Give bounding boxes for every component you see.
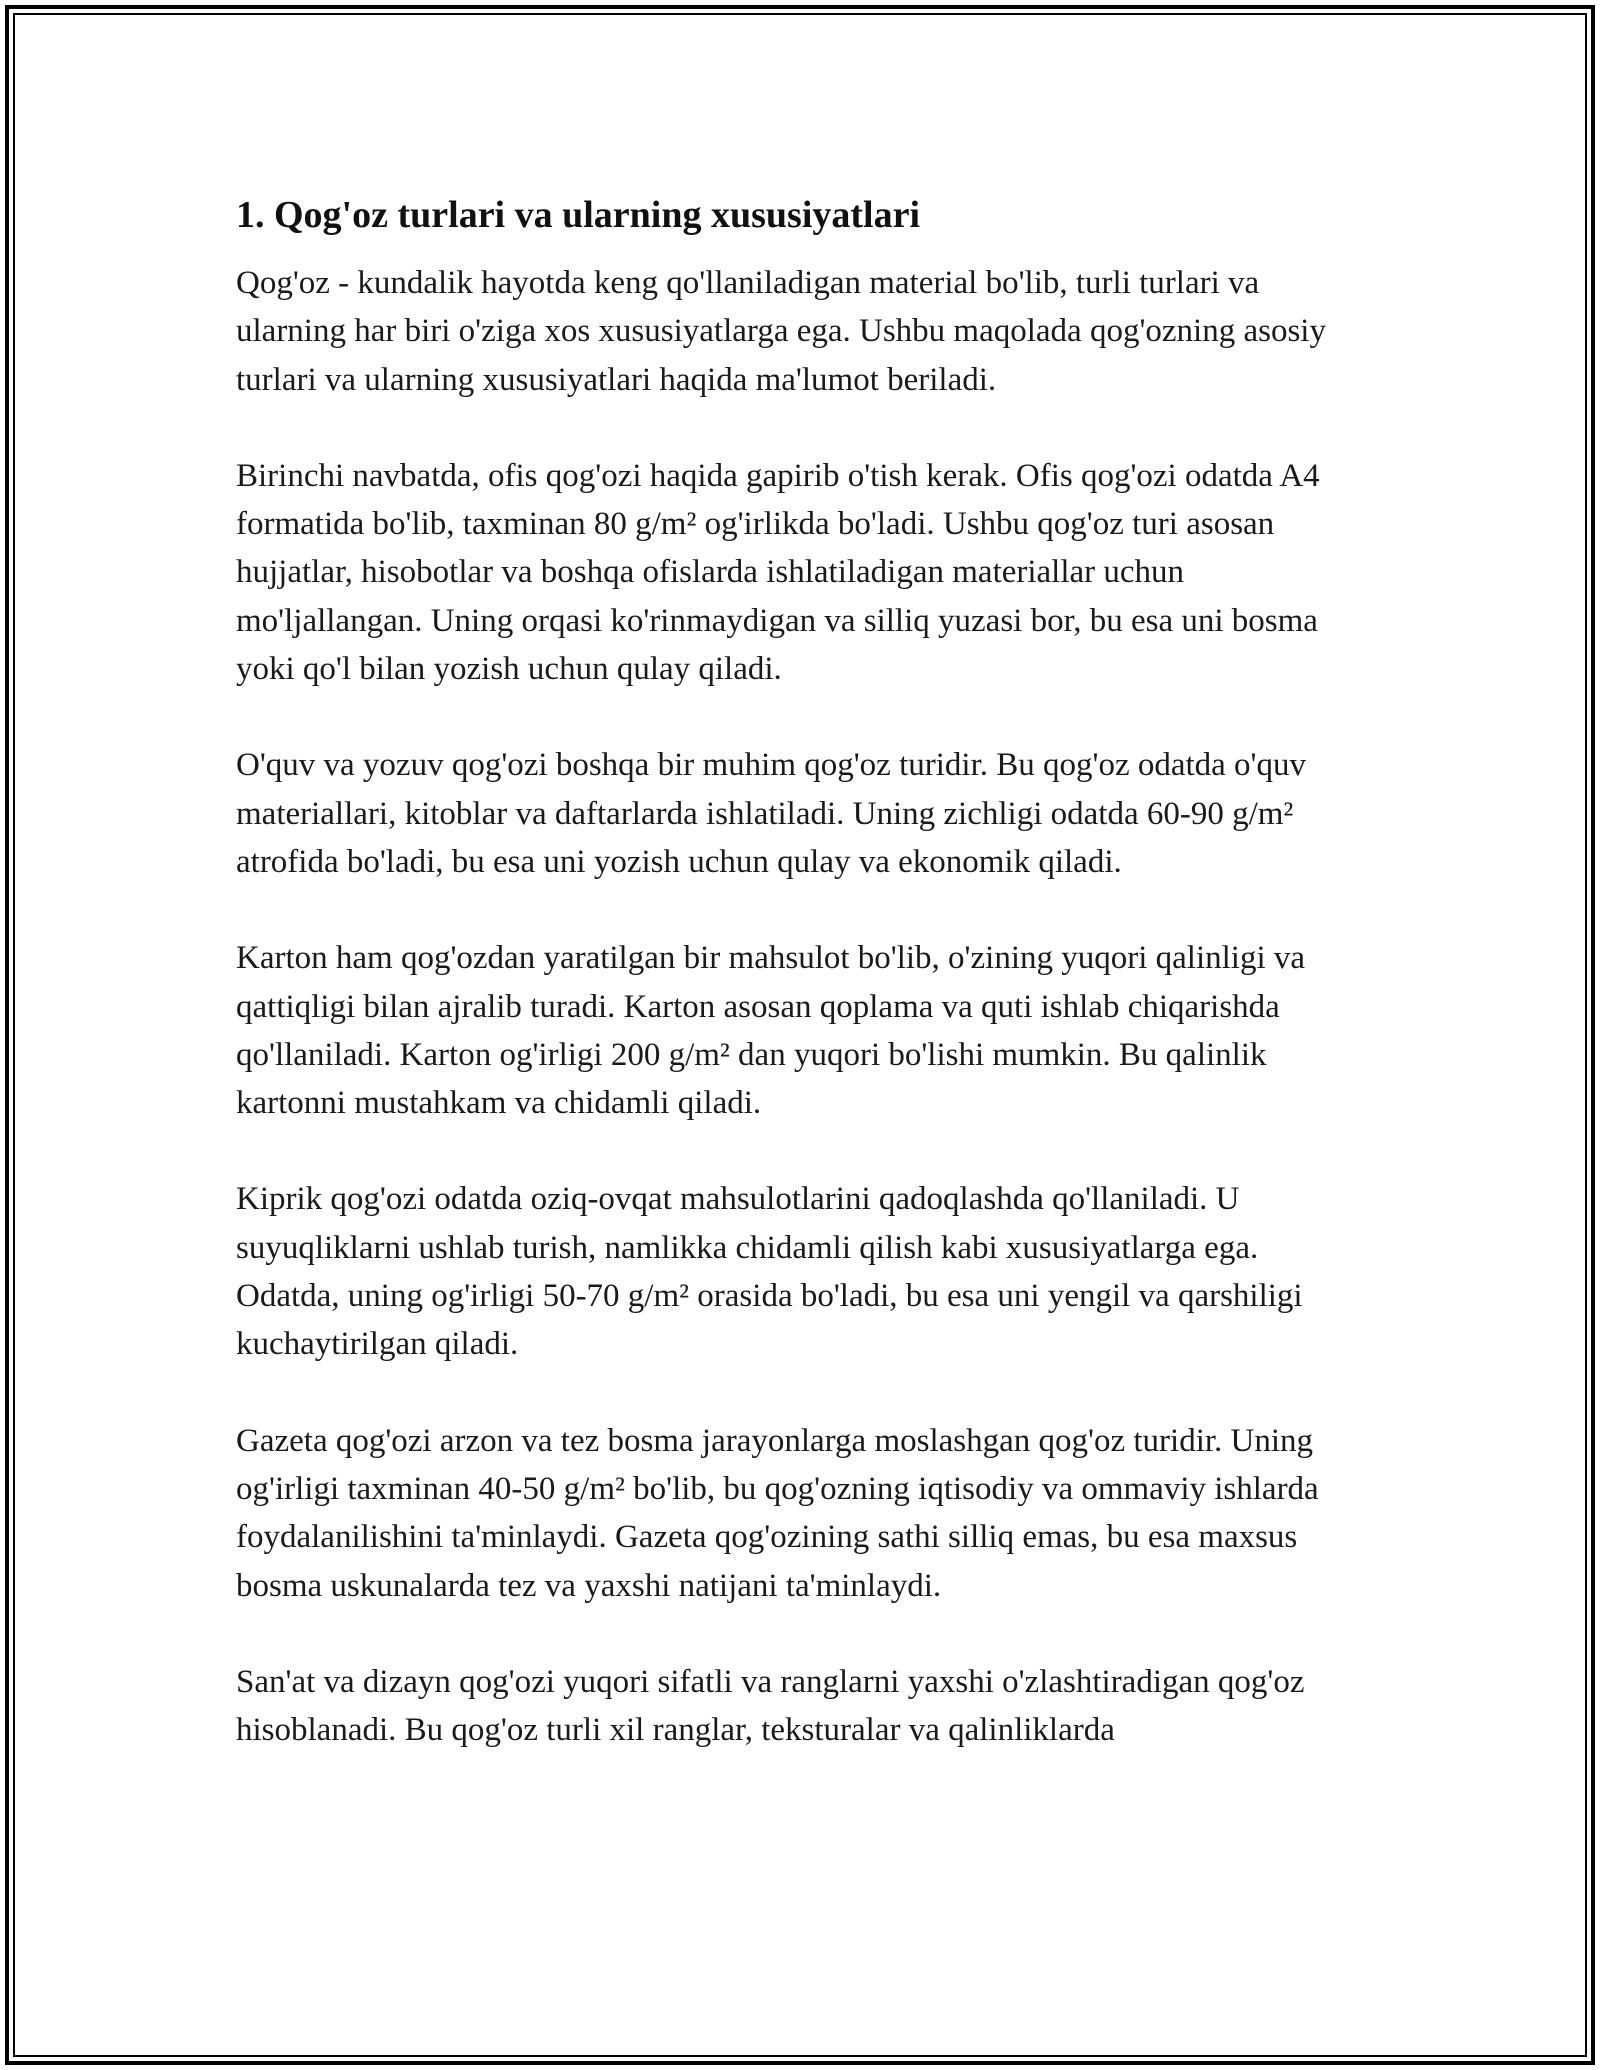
paragraph-newsprint: Gazeta qog'ozi arzon va tez bosma jarayonlarga moslashgan qog'oz turidir. Uning og'irligi taxminan 40-50 g/m² bo'lib, bu qog'ozning iqtisodiy va ommaviy ishlarda foydalanilishini ta'minlaydi. Gazeta qog'ozining sathi silliq emas, bu esa maxsus bosma uskunalarda tez va yaxshi natijani ta'minlaydi. [236,1422,1319,1604]
document-body [236,187,1366,1802]
paragraph-office-paper: Birinchi navbatda, ofis qog'ozi haqida gapirib o'tish kerak. Ofis qog'ozi odatda A4 formatida bo'lib, taxminan 80 g/m² og'irlikda bo'ladi. Ushbu qog'oz turi asosan hujjatlar, hisobotlar va boshqa ofislarda ishlatiladigan materiallar uchun mo'ljallangan. Uning orqasi ko'rinmaydigan va silliq yuzasi bor, bu esa uni bosma yoki qo'l bilan yozish uchun qulay qiladi. [236,457,1320,688]
paragraph-writing-paper: O'quv va yozuv qog'ozi boshqa bir muhim qog'oz turidir. Bu qog'oz odatda o'quv materiallari, kitoblar va daftarlarda ishlatiladi. Uning zichligi odatda 60-90 g/m² atrofida bo'ladi, bu esa uni yozish uchun qulay va ekonomik qiladi. [236,747,1307,880]
document-title: 1. Qog'oz turlari va ularning xususiyatlari [236,194,921,236]
paragraph-art-paper: San'at va dizayn qog'ozi yuqori sifatli va ranglarni yaxshi o'zlashtiradigan qog'oz hisoblanadi. Bu qog'oz turli xil ranglar, teksturalar va qalinliklarda [236,1663,1305,1749]
paragraph-cardboard: Karton ham qog'ozdan yaratilgan bir mahsulot bo'lib, o'zining yuqori qalinligi va qattiqligi bilan ajralib turadi. Karton asosan qoplama va quti ishlab chiqarishda qo'llaniladi. Karton og'irligi 200 g/m² dan yuqori bo'lishi mumkin. Bu qalinlik kartonni mustahkam va chidamli qiladi. [236,940,1306,1122]
paragraph-intro: Qog'oz - kundalik hayotda keng qo'llaniladigan material bo'lib, turli turlari va ularning har biri o'ziga xos xususiyatlarga ega. Ushbu maqolada qog'ozning asosiy turlari va ularning xususiyatlari haqida ma'lumot beriladi. [236,265,1326,398]
paragraph-packaging-paper: Kiprik qog'ozi odatda oziq-ovqat mahsulotlarini qadoqlashda qo'llaniladi. U suyuqliklarni ushlab turish, namlikka chidamli qilish kabi xususiyatlarga ega. Odatda, uning og'irligi 50-70 g/m² orasida bo'ladi, bu esa uni yengil va qarshiligi kuchaytirilgan qiladi. [236,1181,1303,1363]
